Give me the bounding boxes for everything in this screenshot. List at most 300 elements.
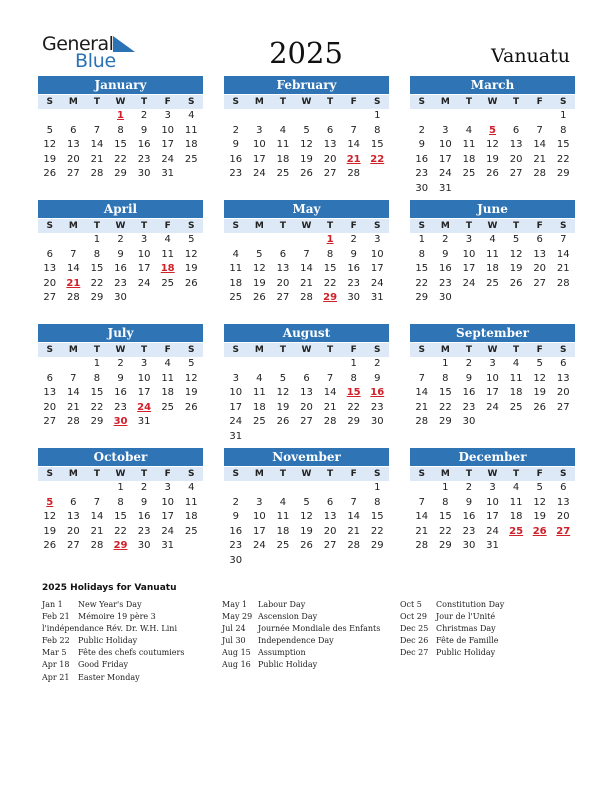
weekday-label: T: [513, 221, 520, 231]
day-cell: 18: [509, 387, 523, 399]
day-cell: 25: [276, 168, 290, 180]
day-cell: 19: [533, 511, 547, 523]
weekday-label: T: [93, 97, 101, 107]
holiday-item: [42, 611, 184, 623]
day-cell: 19: [486, 153, 499, 165]
holiday-day-cell: 25: [509, 525, 524, 537]
weekday-label: S: [418, 469, 426, 479]
day-cell: 7: [303, 248, 310, 260]
weekday-label: S: [560, 97, 567, 107]
day-cell: 24: [439, 168, 452, 180]
day-cell: 18: [509, 511, 523, 523]
holiday-name: l'indépendance Rév. Dr. W.H. Lini: [42, 624, 178, 634]
day-cell: 26: [486, 168, 499, 180]
month-october: [38, 448, 203, 554]
day-cell: 25: [184, 525, 198, 537]
day-cell: 22: [323, 277, 337, 289]
day-cell: 26: [184, 277, 198, 289]
day-cell: 21: [415, 401, 429, 413]
empty-day-cell: [342, 109, 366, 124]
day-cell: 28: [90, 168, 104, 180]
week-row: [38, 248, 203, 263]
empty-day-cell: [504, 182, 528, 197]
holiday-name: Easter Monday: [78, 672, 140, 682]
week-row: [224, 357, 389, 372]
day-cell: 4: [279, 124, 287, 136]
month-name: September: [410, 324, 575, 342]
holiday-item: [42, 599, 184, 611]
month-name: March: [410, 76, 575, 94]
day-cell: 2: [232, 496, 239, 508]
holiday-day-cell: 16: [370, 387, 385, 399]
day-cell: 29: [90, 292, 104, 304]
day-cell: 26: [43, 168, 57, 180]
day-cell: 20: [43, 277, 57, 289]
day-cell: 7: [536, 124, 543, 136]
day-cell: 7: [93, 496, 101, 508]
holiday-date: May 1: [222, 600, 248, 609]
weekday-label: T: [327, 345, 334, 355]
week-row: [224, 248, 389, 263]
country-name: Vanuatu: [491, 45, 570, 67]
day-cell: 14: [533, 139, 547, 151]
month-name: August: [224, 324, 389, 342]
day-cell: 1: [93, 234, 101, 245]
day-cell: 13: [556, 496, 570, 508]
week-row: [38, 262, 203, 277]
day-cell: 7: [350, 124, 357, 136]
weekday-label: F: [350, 221, 357, 231]
holiday-name: Ascension Day: [258, 612, 318, 622]
day-cell: 1: [418, 234, 425, 245]
week-row: [38, 401, 203, 416]
day-cell: 30: [439, 292, 452, 304]
day-cell: 12: [253, 263, 266, 275]
day-cell: 11: [276, 511, 290, 523]
week-row: [38, 109, 203, 124]
weekday-label: M: [68, 97, 78, 107]
day-cell: 19: [300, 525, 313, 537]
day-cell: 10: [486, 372, 499, 384]
holiday-date: Oct 5: [400, 600, 422, 609]
empty-day-cell: [224, 481, 248, 496]
day-cell: 28: [300, 292, 313, 304]
empty-day-cell: [179, 291, 203, 306]
empty-day-cell: [504, 291, 528, 306]
day-cell: 26: [509, 277, 523, 289]
day-cell: 16: [415, 153, 429, 165]
weekday-header-row: [38, 95, 203, 109]
week-row: [38, 357, 203, 372]
empty-day-cell: [295, 554, 319, 569]
day-cell: 24: [137, 277, 151, 289]
day-cell: 11: [509, 496, 523, 508]
day-cell: 4: [164, 358, 171, 369]
day-cell: 5: [188, 234, 195, 245]
weekday-label: S: [418, 97, 426, 107]
day-cell: 4: [164, 234, 171, 245]
day-cell: 2: [140, 482, 148, 493]
empty-day-cell: [318, 430, 342, 445]
day-cell: 3: [465, 234, 473, 245]
day-cell: 6: [560, 358, 567, 369]
holiday-date: Dec 27: [400, 648, 429, 658]
day-cell: 9: [117, 248, 124, 260]
weekday-label: T: [93, 345, 101, 355]
weekday-label: M: [68, 469, 78, 479]
empty-day-cell: [248, 357, 272, 372]
day-cell: 24: [486, 401, 499, 413]
holiday-name: Christmas Day: [436, 624, 496, 634]
empty-day-cell: [528, 109, 552, 124]
day-cell: 13: [509, 139, 523, 151]
day-cell: 28: [556, 277, 570, 289]
day-cell: 2: [232, 124, 239, 136]
empty-day-cell: [318, 554, 342, 569]
empty-day-cell: [481, 415, 505, 430]
week-row: [224, 481, 389, 496]
day-cell: 27: [43, 416, 57, 428]
day-cell: 16: [229, 153, 243, 165]
empty-day-cell: [248, 481, 272, 496]
empty-day-cell: [551, 539, 575, 554]
day-cell: 11: [509, 372, 523, 384]
day-cell: 2: [374, 358, 381, 369]
day-cell: 1: [560, 110, 567, 121]
holiday-name: Good Friday: [78, 660, 129, 670]
holiday-date: Dec 25: [400, 624, 429, 634]
empty-day-cell: [457, 182, 481, 197]
empty-day-cell: [551, 415, 575, 430]
day-cell: 21: [415, 525, 429, 537]
day-cell: 14: [90, 139, 104, 151]
day-cell: 7: [418, 496, 425, 508]
day-cell: 20: [533, 263, 547, 275]
holiday-item: [400, 611, 504, 623]
week-row: [38, 386, 203, 401]
week-row: [410, 167, 575, 182]
day-cell: 17: [462, 263, 476, 275]
day-cell: 8: [374, 124, 381, 136]
empty-day-cell: [342, 430, 366, 445]
month-august: [224, 324, 389, 445]
day-cell: 12: [43, 139, 57, 151]
day-cell: 20: [556, 387, 570, 399]
day-cell: 4: [465, 124, 473, 136]
day-cell: 30: [347, 292, 361, 304]
holiday-name: Journée Mondiale des Enfants: [258, 624, 381, 634]
day-cell: 1: [350, 358, 357, 369]
day-cell: 21: [533, 153, 547, 165]
empty-day-cell: [504, 109, 528, 124]
month-december: [410, 448, 575, 554]
week-row: [224, 510, 389, 525]
weekday-label: S: [560, 221, 567, 231]
weekday-label: W: [115, 345, 126, 355]
day-cell: 10: [137, 248, 151, 260]
month-february: [224, 76, 389, 182]
empty-day-cell: [224, 233, 248, 248]
empty-day-cell: [318, 481, 342, 496]
empty-day-cell: [38, 233, 62, 248]
day-cell: 22: [370, 525, 384, 537]
day-cell: 5: [303, 496, 310, 508]
day-cell: 23: [347, 277, 361, 289]
day-cell: 23: [370, 401, 384, 413]
day-cell: 13: [43, 387, 57, 399]
empty-day-cell: [481, 182, 505, 197]
day-cell: 22: [90, 401, 104, 413]
weekday-label: S: [560, 469, 567, 479]
holiday-item: [222, 659, 380, 671]
day-cell: 30: [137, 540, 151, 552]
week-row: [410, 510, 575, 525]
week-row: [224, 525, 389, 540]
day-cell: 18: [486, 263, 499, 275]
empty-day-cell: [62, 233, 86, 248]
day-cell: 18: [184, 139, 198, 151]
weekday-label: T: [327, 469, 334, 479]
holiday-date: Feb 21: [42, 612, 70, 622]
week-row: [410, 153, 575, 168]
day-cell: 19: [533, 387, 547, 399]
day-cell: 6: [536, 234, 543, 245]
empty-day-cell: [551, 182, 575, 197]
holiday-name: Public Holiday: [436, 648, 496, 658]
day-cell: 10: [462, 248, 476, 260]
weekday-label: F: [536, 469, 543, 479]
weekday-label: T: [93, 469, 101, 479]
day-cell: 20: [67, 525, 80, 537]
month-september: [410, 324, 575, 430]
weekday-header-row: [224, 219, 389, 233]
day-cell: 9: [442, 248, 449, 260]
weekday-label: M: [254, 97, 264, 107]
empty-day-cell: [271, 554, 295, 569]
day-cell: 3: [489, 482, 496, 493]
day-cell: 20: [323, 525, 337, 537]
day-cell: 7: [70, 372, 77, 384]
day-cell: 14: [347, 511, 361, 523]
week-row: [38, 124, 203, 139]
day-cell: 23: [137, 153, 151, 165]
empty-day-cell: [224, 109, 248, 124]
day-cell: 10: [229, 387, 243, 399]
holiday-column: [222, 599, 380, 672]
day-cell: 22: [90, 277, 104, 289]
weekday-label: F: [350, 469, 357, 479]
week-row: [38, 415, 203, 430]
day-cell: 11: [253, 387, 266, 399]
day-cell: 8: [442, 372, 449, 384]
day-cell: 25: [462, 168, 476, 180]
week-row: [410, 248, 575, 263]
day-cell: 18: [229, 277, 243, 289]
weekday-label: F: [164, 345, 171, 355]
day-cell: 23: [462, 525, 476, 537]
day-cell: 21: [90, 525, 104, 537]
day-cell: 17: [161, 139, 175, 151]
week-row: [410, 372, 575, 387]
holiday-day-cell: 30: [113, 416, 128, 428]
week-row: [224, 415, 389, 430]
day-cell: 10: [161, 124, 175, 136]
week-row: [224, 372, 389, 387]
day-cell: 24: [229, 416, 243, 428]
weekday-label: T: [93, 221, 101, 231]
day-cell: 10: [253, 139, 266, 151]
empty-day-cell: [38, 109, 62, 124]
day-cell: 15: [370, 139, 384, 151]
holiday-item: [400, 623, 504, 635]
holiday-item: [400, 599, 504, 611]
day-cell: 16: [462, 387, 476, 399]
day-cell: 15: [415, 263, 429, 275]
weekday-header-row: [38, 467, 203, 481]
day-cell: 19: [509, 263, 523, 275]
day-cell: 11: [486, 248, 499, 260]
week-row: [410, 233, 575, 248]
day-cell: 29: [439, 416, 452, 428]
day-cell: 3: [489, 358, 496, 369]
day-cell: 29: [90, 416, 104, 428]
day-cell: 22: [114, 525, 127, 537]
weekday-label: W: [487, 221, 498, 231]
day-cell: 12: [43, 511, 57, 523]
day-cell: 14: [300, 263, 313, 275]
day-cell: 2: [442, 234, 449, 245]
weekday-header-row: [224, 343, 389, 357]
day-cell: 27: [323, 540, 337, 552]
month-name: November: [224, 448, 389, 466]
day-cell: 24: [161, 525, 175, 537]
weekday-label: W: [115, 97, 126, 107]
weekday-label: M: [440, 345, 450, 355]
empty-day-cell: [156, 415, 180, 430]
day-cell: 25: [184, 153, 198, 165]
day-cell: 28: [347, 540, 361, 552]
day-cell: 2: [465, 358, 473, 369]
day-cell: 12: [533, 372, 547, 384]
day-cell: 22: [114, 153, 127, 165]
holiday-day-cell: 26: [532, 525, 547, 537]
holiday-date: Jul 24: [222, 624, 246, 634]
weekday-label: W: [301, 97, 312, 107]
weekday-label: S: [374, 221, 381, 231]
day-cell: 17: [229, 401, 243, 413]
weekday-label: T: [141, 221, 148, 231]
month-may: [224, 200, 389, 306]
weekday-label: W: [487, 469, 498, 479]
weekday-header-row: [38, 343, 203, 357]
empty-day-cell: [318, 357, 342, 372]
weekday-label: S: [232, 221, 240, 231]
holiday-name: Fête de Famille: [436, 636, 499, 646]
weekday-label: T: [327, 97, 334, 107]
holiday-day-cell: 29: [113, 540, 128, 552]
empty-day-cell: [38, 481, 62, 496]
holiday-day-cell: 18: [160, 263, 175, 275]
day-cell: 14: [347, 139, 361, 151]
week-row: [410, 138, 575, 153]
day-cell: 9: [140, 124, 148, 136]
holiday-name: Independence Day: [258, 636, 334, 646]
weekday-label: T: [465, 97, 473, 107]
day-cell: 4: [512, 358, 520, 369]
weekday-label: M: [440, 221, 450, 231]
day-cell: 8: [93, 372, 101, 384]
empty-day-cell: [410, 481, 434, 496]
day-cell: 26: [276, 416, 290, 428]
day-cell: 16: [347, 263, 361, 275]
weekday-label: S: [232, 97, 240, 107]
day-cell: 20: [556, 511, 570, 523]
day-cell: 3: [442, 124, 449, 136]
day-cell: 4: [512, 482, 520, 493]
week-row: [224, 401, 389, 416]
day-cell: 27: [323, 168, 337, 180]
day-cell: 7: [418, 372, 425, 384]
weekday-header-row: [224, 95, 389, 109]
day-cell: 14: [67, 387, 80, 399]
day-cell: 3: [140, 358, 148, 369]
week-row: [38, 525, 203, 540]
day-cell: 30: [462, 416, 476, 428]
empty-day-cell: [528, 415, 552, 430]
month-november: [224, 448, 389, 569]
weekday-label: T: [465, 221, 473, 231]
month-name: June: [410, 200, 575, 218]
day-cell: 28: [323, 416, 337, 428]
month-name: April: [38, 200, 203, 218]
holiday-column: [400, 599, 504, 659]
day-cell: 9: [418, 139, 425, 151]
day-cell: 8: [442, 496, 449, 508]
day-cell: 14: [90, 511, 104, 523]
day-cell: 20: [276, 277, 290, 289]
empty-day-cell: [504, 415, 528, 430]
day-cell: 4: [188, 110, 195, 121]
day-cell: 9: [140, 496, 148, 508]
day-cell: 25: [253, 416, 266, 428]
week-row: [224, 262, 389, 277]
empty-day-cell: [481, 109, 505, 124]
day-cell: 8: [350, 372, 357, 384]
day-cell: 7: [560, 234, 567, 245]
day-cell: 8: [560, 124, 567, 136]
weekday-label: S: [418, 221, 426, 231]
day-cell: 26: [253, 292, 266, 304]
empty-day-cell: [365, 167, 389, 182]
day-cell: 4: [256, 372, 263, 384]
day-cell: 21: [67, 401, 80, 413]
weekday-header-row: [38, 219, 203, 233]
weekday-label: T: [513, 345, 520, 355]
holiday-date: Mar 5: [42, 648, 67, 658]
empty-day-cell: [365, 554, 389, 569]
holiday-date: Aug 15: [222, 648, 251, 658]
day-cell: 3: [164, 110, 171, 121]
day-cell: 11: [276, 139, 290, 151]
week-row: [38, 277, 203, 292]
holiday-day-cell: 24: [137, 401, 152, 413]
day-cell: 18: [253, 401, 266, 413]
weekday-label: S: [232, 345, 240, 355]
day-cell: 7: [93, 124, 101, 136]
empty-day-cell: [410, 109, 434, 124]
day-cell: 14: [556, 248, 570, 260]
weekday-label: M: [254, 221, 264, 231]
